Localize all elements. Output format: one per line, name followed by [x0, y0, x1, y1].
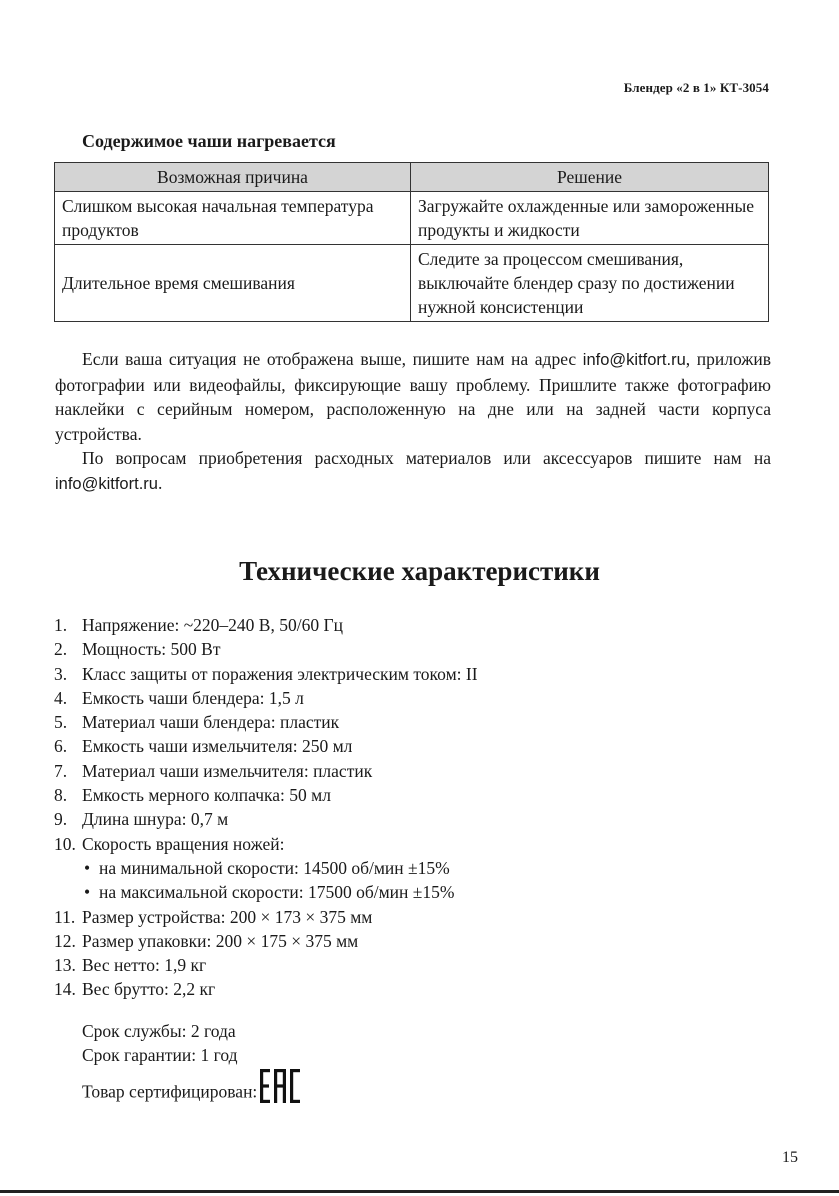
cause-cell: Слишком высокая начальная температура продуктов: [55, 192, 411, 245]
list-item: [54, 977, 478, 1001]
item-number: 2.: [54, 639, 68, 660]
warranty-period: Срок гарантии: 1 год: [82, 1045, 238, 1066]
warranty-block: [82, 1019, 301, 1104]
item-text: Напряжение: ~220–240 В, 50/60 Гц: [82, 615, 343, 635]
item-text: Размер устройства: 200 × 173 × 375 мм: [82, 906, 373, 927]
solution-cell: Следите за процессом смешивания, выключайте блендер сразу по достижении нужной консистенции: [411, 245, 769, 322]
item-number: 9.: [54, 809, 68, 830]
item-number: 5.: [54, 712, 68, 733]
item-text: на минимальной скорости: 14500 об/мин ±15%: [99, 857, 450, 878]
certification-label: Товар сертифицирован:: [82, 1081, 258, 1102]
item-text: Мощность: 500 Вт: [82, 639, 221, 660]
item-number: 13.: [54, 955, 76, 976]
page-number: 15: [782, 1149, 798, 1166]
email-link[interactable]: info@kitfort.ru: [55, 474, 158, 493]
specs-list: [54, 613, 478, 1002]
list-item: [54, 807, 478, 831]
service-life: Срок службы: 2 года: [82, 1021, 236, 1041]
list-item: [54, 832, 478, 856]
contact-paragraph-1: [55, 347, 771, 446]
item-number: 6.: [54, 736, 68, 757]
eac-certification-icon: [259, 1068, 301, 1104]
bottom-divider: [0, 1190, 839, 1193]
list-item: [54, 686, 478, 710]
list-item: [54, 662, 478, 686]
table-row: [55, 192, 769, 245]
item-text: Емкость мерного колпачка: 50 мл: [82, 785, 331, 806]
list-item: [54, 759, 478, 783]
list-item: [54, 637, 478, 661]
item-text: Материал чаши блендера: пластик: [82, 712, 340, 733]
item-text: Вес нетто: 1,9 кг: [82, 955, 207, 976]
sub-list-item: [54, 880, 478, 904]
cause-cell: Длительное время смешивания: [55, 245, 411, 322]
item-number: 14.: [54, 979, 76, 1000]
item-text: Класс защиты от поражения электрическим током: II: [82, 663, 478, 684]
list-item: [54, 783, 478, 807]
contact-paragraph-2: [55, 446, 771, 496]
item-number: 1.: [54, 615, 68, 635]
email-link[interactable]: info@kitfort.ru: [582, 351, 686, 369]
list-item: [54, 734, 478, 758]
troubleshoot-table: [54, 162, 769, 322]
solution-cell: Загружайте охлажденные или замороженные продукты и жидкости: [411, 192, 769, 245]
paragraph-text: Если ваша ситуация не отображена выше, пишите нам на адрес: [82, 349, 583, 369]
certification: [82, 1068, 301, 1104]
bullet-icon: •: [84, 857, 91, 878]
item-text: Длина шнура: 0,7 м: [82, 809, 229, 830]
item-number: 8.: [54, 785, 68, 806]
running-header: Блендер «2 в 1» КТ-3054: [623, 80, 769, 95]
specs-title: Технические характеристики: [239, 556, 600, 586]
list-item: [54, 613, 478, 637]
table-row: [55, 245, 769, 322]
paragraph-text: .: [157, 472, 163, 493]
item-number: 4.: [54, 687, 68, 708]
list-item: [54, 905, 478, 929]
table-header-row: [55, 163, 769, 192]
column-header-cause: Возможная причина: [55, 163, 411, 192]
list-item: [54, 929, 478, 953]
troubleshoot-title: Содержимое чаши нагревается: [82, 131, 336, 151]
bullet-icon: •: [84, 882, 91, 903]
item-number: 7.: [54, 760, 68, 781]
item-text: Материал чаши измельчителя: пластик: [82, 760, 373, 781]
column-header-solution: Решение: [411, 163, 769, 192]
item-text: Скорость вращения ножей:: [82, 833, 285, 854]
item-text: Вес брутто: 2,2 кг: [82, 979, 216, 1000]
item-text: Емкость чаши блендера: 1,5 л: [82, 687, 304, 708]
list-item: [54, 953, 478, 977]
item-number: 11.: [54, 906, 76, 927]
item-text: Размер упаковки: 200 × 175 × 375 мм: [82, 930, 359, 951]
paragraph-text: По вопросам приобретения расходных материалов или аксессуаров пишите нам на: [82, 448, 771, 468]
contact-text: [55, 347, 771, 496]
item-number: 10.: [54, 833, 76, 854]
item-text: на максимальной скорости: 17500 об/мин ±15%: [99, 882, 455, 903]
item-number: 3.: [54, 663, 68, 684]
list-item: [54, 710, 478, 734]
sub-list-item: [54, 856, 478, 880]
item-text: Емкость чаши измельчителя: 250 мл: [82, 736, 353, 757]
item-number: 12.: [54, 930, 76, 951]
paragraph-text: , приложив фотографии или видеофайлы, фиксирующие вашу проблему. Пришлите также фотографию наклейки с серийным номером, расположенную на дне или на задней части корпуса устройства.: [55, 349, 771, 444]
